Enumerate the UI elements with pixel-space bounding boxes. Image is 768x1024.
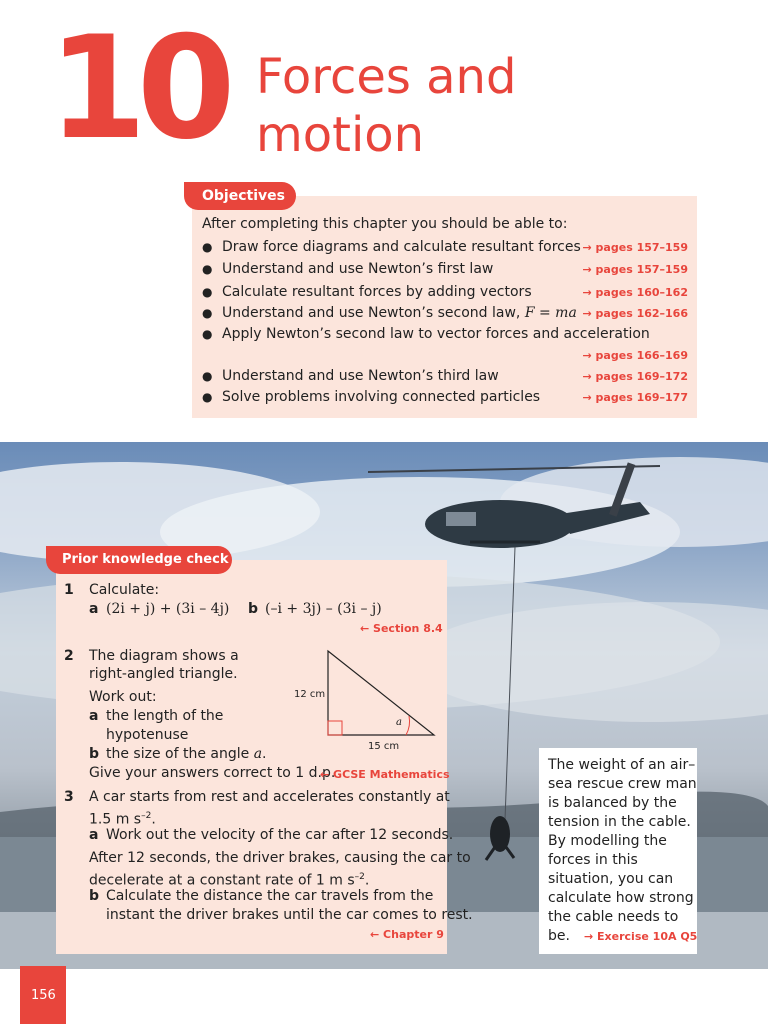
- objective-page-ref[interactable]: → pages 169–172: [582, 370, 688, 383]
- objective-page-ref[interactable]: → pages 157–159: [582, 263, 688, 276]
- bullet-icon: ●: [202, 262, 213, 276]
- bullet-icon: ●: [202, 327, 213, 341]
- q1b-label: b: [248, 601, 259, 617]
- q3a-label: a: [89, 827, 99, 843]
- q3b-label: b: [89, 888, 100, 904]
- objective-page-ref[interactable]: → pages 160–162: [582, 286, 688, 299]
- objectives-intro: After completing this chapter you should be able to:: [202, 216, 568, 232]
- caption-ref[interactable]: → Exercise 10A Q5: [584, 930, 698, 943]
- prior-knowledge-label: Prior knowledge check: [46, 546, 232, 574]
- bullet-icon: ●: [202, 390, 213, 404]
- q3-line3: After 12 seconds, the driver brakes, causing the car to: [89, 850, 471, 866]
- q1b-text: (–i + 3j) – (3i – j): [265, 601, 382, 617]
- q2-ref[interactable]: ← GCSE Mathematics: [320, 768, 450, 781]
- page-number: 156: [31, 988, 56, 1003]
- q1-ref[interactable]: ← Section 8.4: [360, 622, 443, 635]
- question-number: 1: [64, 582, 74, 598]
- q2-line1: The diagram shows a: [89, 648, 239, 664]
- chapter-title: [256, 48, 656, 164]
- q3-line1: A car starts from rest and accelerates constantly at: [89, 789, 450, 805]
- question-number: 2: [64, 648, 74, 664]
- q3b-line2: instant the driver brakes until the car comes to rest.: [106, 907, 473, 923]
- side-horizontal-label: 15 cm: [368, 741, 400, 752]
- q2-work: Work out:: [89, 689, 157, 705]
- bullet-icon: ●: [202, 240, 213, 254]
- q2a-label: a: [89, 708, 99, 724]
- q1a-label: a: [89, 601, 99, 617]
- q1a-text: (2i + j) + (3i – 4j): [106, 601, 230, 617]
- right-triangle-diagram: [288, 645, 440, 755]
- bullet-icon: ●: [202, 369, 213, 383]
- objective-page-ref[interactable]: → pages 157–159: [582, 241, 688, 254]
- side-vertical-label: 12 cm: [294, 689, 326, 700]
- q2-answers: Give your answers correct to 1 d.p.: [89, 765, 336, 781]
- formula: F = ma: [524, 305, 577, 321]
- bullet-icon: ●: [202, 306, 213, 320]
- q3a-text: Work out the velocity of the car after 12 seconds.: [106, 827, 454, 843]
- chapter-title-line2: motion: [256, 107, 425, 163]
- q2a-line2: hypotenuse: [106, 727, 189, 743]
- objective-page-ref[interactable]: → pages 162–166: [582, 307, 688, 320]
- q2-line2: right-angled triangle.: [89, 666, 238, 682]
- q1-stem: Calculate:: [89, 582, 160, 598]
- q2a-line1: the length of the: [106, 708, 224, 724]
- chapter-number: 10: [48, 6, 226, 171]
- q3-ref[interactable]: ← Chapter 9: [370, 928, 444, 941]
- caption-text: The weight of an air–sea rescue crew man is balanced by the tension in the cable. By modelling the forces in this situation, you can calculate how strong the cable needs to be.: [548, 757, 697, 944]
- q2b-text: the size of the angle a.: [106, 746, 267, 762]
- objective-page-ref[interactable]: → pages 166–169: [582, 349, 688, 362]
- q3b-line1: Calculate the distance the car travels from the: [106, 888, 434, 904]
- angle-label: a: [396, 717, 402, 728]
- q3-line4: decelerate at a constant rate of 1 m $s^{-2}$.: [89, 872, 370, 889]
- question-number: 3: [64, 789, 74, 805]
- objectives-label: Objectives: [184, 182, 296, 210]
- q3-line2: 1.5 m $s^{-2}$.: [89, 811, 156, 828]
- chapter-title-line1: Forces and: [256, 49, 517, 105]
- q2b-label: b: [89, 746, 100, 762]
- bullet-icon: ●: [202, 285, 213, 299]
- objective-page-ref[interactable]: → pages 169–177: [582, 391, 688, 404]
